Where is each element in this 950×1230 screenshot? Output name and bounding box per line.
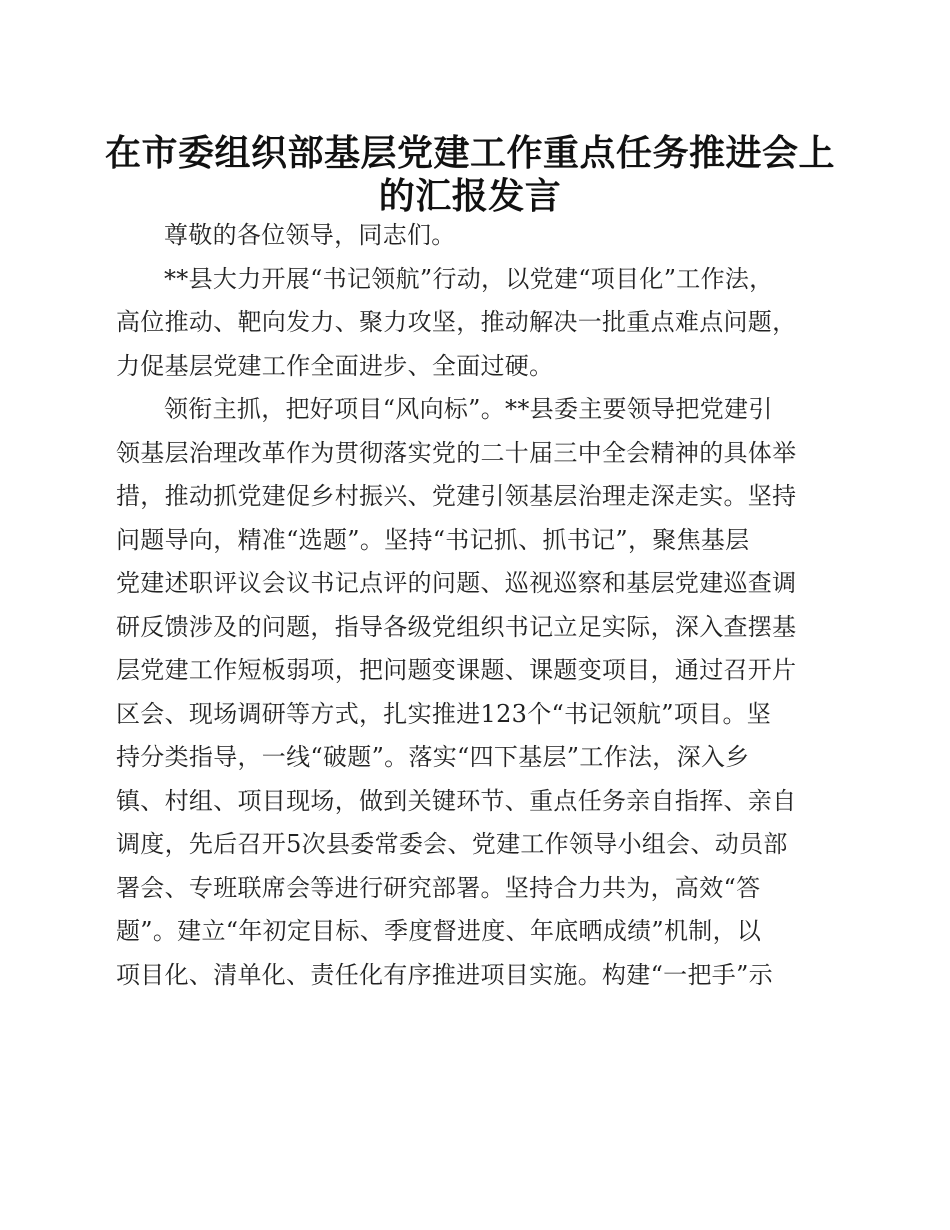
paragraph-line: 问题导向，精准“选题”。坚持“书记抓、抓书记”，聚焦基层 [116,525,750,554]
paragraph-line: 领基层治理改革作为贯彻落实党的二十届三中全会精神的具体举 [116,438,797,467]
paragraph-line: 项目化、清单化、责任化有序推进项目实施。构建“一把手”示 [116,960,773,989]
paragraph-line: 领衔主抓，把好项目“风向标”。**县委主要领导把党建引 [164,395,773,423]
paragraph-line: **县大力开展“书记领航”行动，以党建“项目化”工作法， [164,264,774,293]
paragraph-line: 署会、专班联席会等进行研究部署。坚持合力共为，高效“答 [116,873,761,902]
paragraph-line: 研反馈涉及的问题，指导各级党组织书记立足实际，深入查摆基 [116,612,797,641]
salutation: 尊敬的各位领导，同志们。 [164,221,456,249]
paragraph-line: 镇、村组、项目现场，做到关键环节、重点任务亲自指挥、亲自 [116,786,797,815]
paragraph-line: 题”。建立“年初定目标、季度督进度、年底晒成绩”机制，以 [116,917,762,945]
paragraph-line: 调度，先后召开5次县委常委会、党建工作领导小组会、动员部 [116,830,788,858]
title-line: 在市委组织部基层党建工作重点任务推进会上 [104,132,835,174]
document-title [100,132,840,218]
paragraph-line: 层党建工作短板弱项，把问题变课题、课题变项目，通过召开片 [116,656,797,684]
document-body [116,214,836,997]
paragraph-line: 高位推动、靶向发力、聚力攻坚，推动解决一批重点难点问题， [116,308,797,336]
title-line: 的汇报发言 [378,175,562,217]
paragraph-line: 党建述职评议会议书记点评的问题、巡视巡察和基层党建巡查调 [116,569,797,597]
paragraph-line: 区会、现场调研等方式，扎实推进123个“书记领航”项目。坚 [116,699,772,728]
paragraph-line: 措，推动抓党建促乡村振兴、党建引领基层治理走深走实。坚持 [116,482,797,510]
paragraph-line: 力促基层党建工作全面进步、全面过硬。 [116,351,554,380]
paragraph-line: 持分类指导，一线“破题”。落实“四下基层”工作法，深入乡 [116,743,750,771]
